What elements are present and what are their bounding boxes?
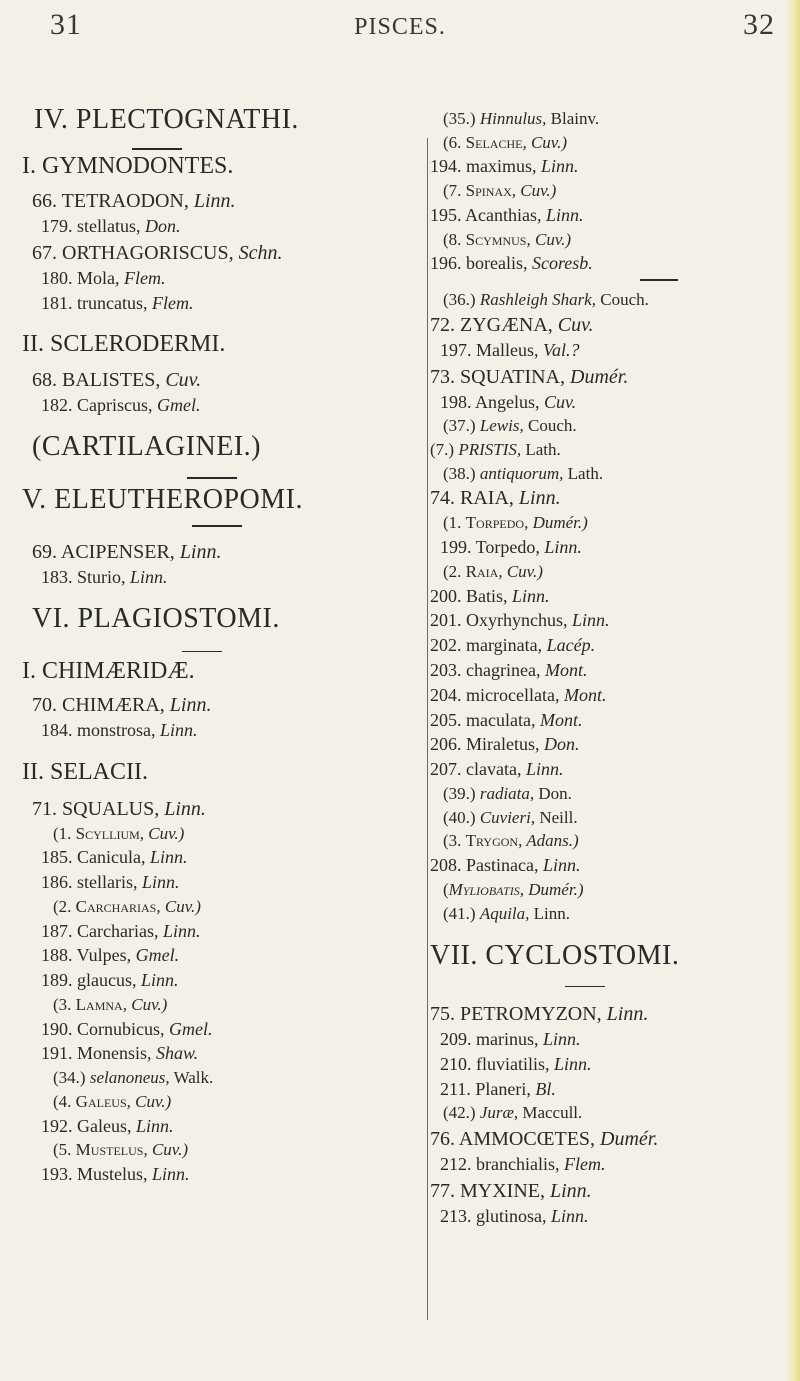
subgenus-entry: (4. Galeus, Cuv.) bbox=[53, 1091, 172, 1111]
genus-entry: 77. MYXINE, Linn. bbox=[430, 1179, 592, 1202]
species-entry: 195. Acanthias, Linn. bbox=[430, 204, 584, 225]
species-entry: 182. Capriscus, Gmel. bbox=[41, 394, 201, 415]
page-number-left: 31 bbox=[50, 8, 82, 41]
genus-entry: 66. TETRAODON, Linn. bbox=[32, 190, 236, 213]
genus-entry: 73. SQUATINA, Dumér. bbox=[430, 365, 629, 388]
species-entry: 180. Mola, Flem. bbox=[41, 267, 166, 288]
species-entry: 187. Carcharias, Linn. bbox=[41, 920, 201, 941]
genus-entry: 68. BALISTES, Cuv. bbox=[32, 368, 202, 391]
note-entry: (36.) Rashleigh Shark, Couch. bbox=[443, 290, 649, 310]
note-entry: (39.) radiata, Don. bbox=[443, 784, 572, 804]
running-title: PISCES. bbox=[354, 14, 446, 40]
class-heading: (CARTILAGINEI.) bbox=[32, 430, 261, 462]
note-entry: (7.) PRISTIS, Lath. bbox=[430, 440, 561, 460]
species-entry: 209. marinus, Linn. bbox=[440, 1029, 581, 1050]
species-entry: 188. Vulpes, Gmel. bbox=[41, 945, 180, 966]
species-entry: 183. Sturio, Linn. bbox=[41, 567, 168, 588]
note-entry: (38.) antiquorum, Lath. bbox=[443, 463, 604, 483]
page-number-right: 32 bbox=[743, 8, 775, 41]
species-entry: 201. Oxyrhynchus, Linn. bbox=[430, 610, 610, 631]
order-heading: VI. PLAGIOSTOMI. bbox=[32, 603, 280, 635]
order-heading: VII. CYCLOSTOMI. bbox=[430, 940, 680, 972]
species-entry: 196. borealis, Scoresb. bbox=[430, 253, 593, 274]
note-entry: (41.) Aquila, Linn. bbox=[443, 903, 571, 923]
note-entry: (34.) selanoneus, Walk. bbox=[53, 1068, 214, 1088]
note-entry: (40.) Cuvieri, Neill. bbox=[443, 807, 578, 827]
species-entry: 191. Monensis, Shaw. bbox=[41, 1043, 199, 1064]
species-entry: 190. Cornubicus, Gmel. bbox=[41, 1018, 213, 1039]
subgenus-entry: (6. Selache, Cuv.) bbox=[443, 132, 567, 152]
order-heading: V. ELEUTHEROPOMI. bbox=[22, 483, 303, 515]
subgenus-entry: (8. Scymnus, Cuv.) bbox=[443, 229, 572, 249]
subgenus-entry: (2. Raia, Cuv.) bbox=[443, 561, 543, 581]
species-entry: 181. truncatus, Flem. bbox=[41, 292, 194, 313]
species-entry: 192. Galeus, Linn. bbox=[41, 1115, 174, 1136]
species-entry: 189. glaucus, Linn. bbox=[41, 970, 179, 991]
divider-rule bbox=[192, 525, 242, 527]
page-header bbox=[0, 8, 800, 48]
species-entry: 202. marginata, Lacép. bbox=[430, 635, 596, 656]
divider-rule bbox=[132, 148, 182, 150]
species-entry: 212. branchialis, Flem. bbox=[440, 1154, 606, 1175]
subgenus-entry: (1. Scyllium, Cuv.) bbox=[53, 823, 185, 843]
divider-rule bbox=[640, 279, 678, 281]
genus-entry: 74. RAIA, Linn. bbox=[430, 487, 561, 510]
species-entry: 203. chagrinea, Mont. bbox=[430, 660, 588, 681]
left-column bbox=[22, 105, 402, 1185]
species-entry: 211. Planeri, Bl. bbox=[440, 1078, 556, 1099]
species-entry: 213. glutinosa, Linn. bbox=[440, 1205, 589, 1226]
species-entry: 210. fluviatilis, Linn. bbox=[440, 1053, 592, 1074]
species-entry: 200. Batis, Linn. bbox=[430, 585, 550, 606]
divider-rule bbox=[565, 986, 605, 987]
genus-entry: 70. CHIMÆRA, Linn. bbox=[32, 694, 212, 717]
species-entry: 184. monstrosa, Linn. bbox=[41, 720, 198, 741]
species-entry: 199. Torpedo, Linn. bbox=[440, 537, 582, 558]
genus-entry: 76. AMMOCŒTES, Dumér. bbox=[430, 1128, 659, 1151]
divider-rule bbox=[187, 477, 237, 479]
species-entry: 207. clavata, Linn. bbox=[430, 759, 564, 780]
order-heading: IV. PLECTOGNATHI. bbox=[34, 104, 299, 135]
subgenus-entry: (7. Spinax, Cuv.) bbox=[443, 181, 557, 201]
note-entry: (42.) Juræ, Maccull. bbox=[443, 1103, 583, 1123]
species-entry: 198. Angelus, Cuv. bbox=[440, 391, 577, 412]
species-entry: 206. Miraletus, Don. bbox=[430, 734, 580, 755]
genus-entry: 69. ACIPENSER, Linn. bbox=[32, 541, 222, 564]
subgenus-entry: (Myliobatis, Dumér.) bbox=[443, 879, 584, 899]
species-entry: 197. Malleus, Val.? bbox=[440, 339, 580, 360]
note-entry: (37.) Lewis, Couch. bbox=[443, 416, 577, 436]
family-heading: II. SCLERODERMI. bbox=[22, 330, 226, 357]
species-entry: 204. microcellata, Mont. bbox=[430, 684, 607, 705]
genus-entry: 71. SQUALUS, Linn. bbox=[32, 797, 206, 820]
species-entry: 208. Pastinaca, Linn. bbox=[430, 855, 581, 876]
species-entry: 205. maculata, Mont. bbox=[430, 709, 583, 730]
genus-entry: 67. ORTHAGORISCUS, Schn. bbox=[32, 241, 283, 264]
species-entry: 185. Canicula, Linn. bbox=[41, 847, 188, 868]
note-entry: (35.) Hinnulus, Blainv. bbox=[443, 109, 600, 128]
species-entry: 194. maximus, Linn. bbox=[430, 156, 579, 177]
family-heading: I. GYMNODONTES. bbox=[22, 152, 234, 179]
subgenus-entry: (5. Mustelus, Cuv.) bbox=[53, 1140, 189, 1160]
divider-rule bbox=[182, 651, 222, 652]
genus-entry: 72. ZYGÆNA, Cuv. bbox=[430, 313, 594, 336]
subgenus-entry: (3. Trygon, Adans.) bbox=[443, 831, 579, 851]
subgenus-entry: (3. Lamna, Cuv.) bbox=[53, 994, 168, 1014]
species-entry: 193. Mustelus, Linn. bbox=[41, 1164, 190, 1185]
species-entry: 186. stellaris, Linn. bbox=[41, 872, 180, 893]
subgenus-entry: (2. Carcharias, Cuv.) bbox=[53, 896, 201, 916]
genus-entry: 75. PETROMYZON, Linn. bbox=[430, 1003, 649, 1026]
column-divider bbox=[427, 138, 428, 1320]
right-column bbox=[430, 110, 795, 1227]
subgenus-entry: (1. Torpedo, Dumér.) bbox=[443, 513, 588, 533]
species-entry: 179. stellatus, Don. bbox=[41, 216, 181, 237]
family-heading: I. CHIMÆRIDÆ. bbox=[22, 657, 195, 684]
family-heading: II. SELACII. bbox=[22, 759, 148, 786]
